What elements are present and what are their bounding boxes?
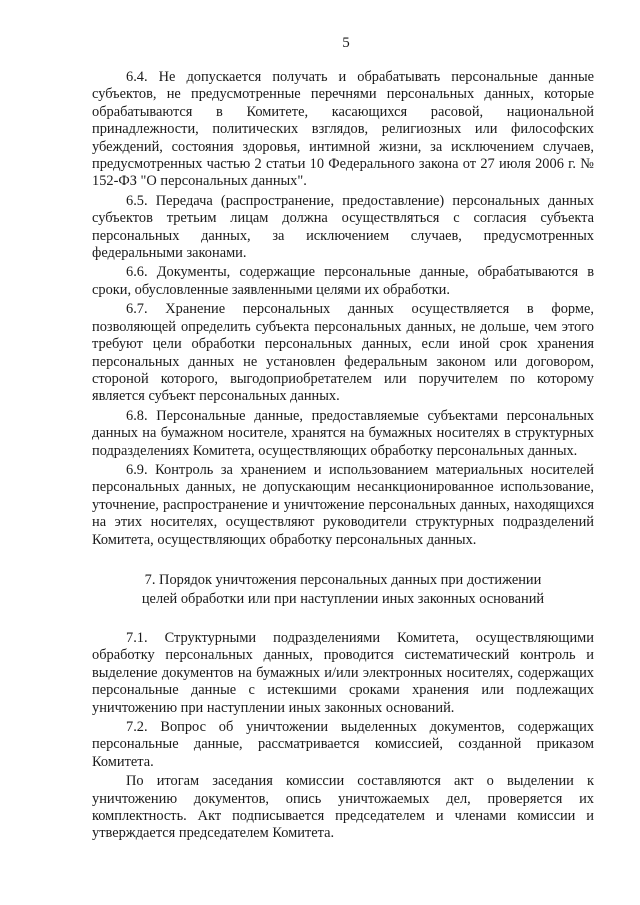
paragraph-6-4: 6.4. Не допускается получать и обрабатывать персональные данные субъектов, не предусмотренные перечнями персональных данных, которые обрабатываются в Комитете, касающихся расовой, национальной принадлежности, политических взглядов, религиозных или философских убеждений, состояния здоровья, интимной жизни, за исключением случаев, предусмотренных частью 2 статьи 10 Федерального закона от 27 июля 2006 г. № 152-ФЗ "О персональных данных". bbox=[92, 69, 594, 190]
paragraph-commission-results: По итогам заседания комиссии составляются акт о выделении к уничтожению документов, опись уничтожаемых дел, проверяется их комплектность. Акт подписывается председателем и членами комиссии и утверждается председателем Комитета. bbox=[92, 773, 594, 842]
paragraph-6-7: 6.7. Хранение персональных данных осуществляется в форме, позволяющей определить субъекта персональных данных, не дольше, чем этого требуют цели обработки персональных данных, если иной срок хранения персональных данных не установлен федеральным законом или договором, стороной которого, выгодоприобретателем или поручителем по которому является субъект персональных данных. bbox=[92, 301, 594, 405]
section-7-heading bbox=[92, 571, 594, 609]
paragraph-7-2: 7.2. Вопрос об уничтожении выделенных документов, содержащих персональные данные, рассматривается комиссией, созданной приказом Комитета. bbox=[92, 719, 594, 770]
paragraph-6-6: 6.6. Документы, содержащие персональные данные, обрабатываются в сроки, обусловленные заявленными целями их обработки. bbox=[92, 264, 594, 298]
paragraph-6-5: 6.5. Передача (распространение, предоставление) персональных данных субъектов третьим лицам должна осуществляться с согласия субъекта персональных данных, за исключением случаев, предусмотренных федеральными законами. bbox=[92, 192, 594, 262]
paragraph-6-8: 6.8. Персональные данные, предоставляемые субъектами персональных данных на бумажном носителе, хранятся на бумажных носителях в структурных подразделениях Комитета, осуществляющих обработку персональных данных. bbox=[92, 407, 594, 459]
page-number: 5 bbox=[342, 35, 350, 51]
paragraph-7-1: 7.1. Структурными подразделениями Комитета, осуществляющими обработку персональных данных, проводится систематический контроль и выделение документов на бумажных и/или электронных носителях, содержащих персональные данные с истекшими сроками хранения или подлежащих уничтожению при наступлении иных законных оснований. bbox=[92, 629, 594, 716]
paragraph-6-9: 6.9. Контроль за хранением и использованием материальных носителей персональных данных, не допускающим несанкционированное использование, уточнение, распространение и уничтожение персональных данных, находящихся на этих носителях, осуществляют руководители структурных подразделений Комитета, осуществляющих обработку персональных данных. bbox=[92, 461, 594, 548]
section-heading-line-1: 7. Порядок уничтожения персональных данных при достижении bbox=[144, 571, 542, 588]
section-heading-line-2: целей обработки или при наступлении иных законных оснований bbox=[141, 590, 545, 607]
